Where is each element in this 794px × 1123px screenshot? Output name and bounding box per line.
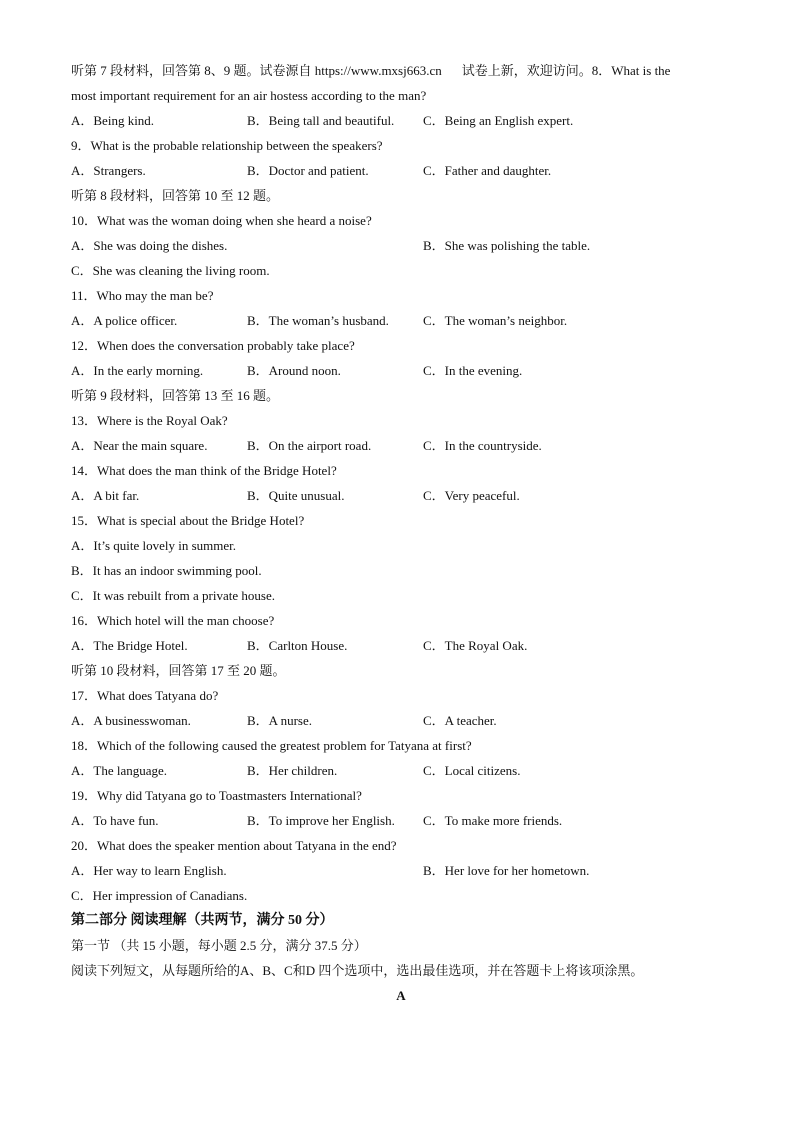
line-text: 13．Where is the Royal Oak?: [71, 413, 228, 428]
line-text: C．Her impression of Canadians.: [71, 888, 248, 903]
option-b: B．On the airport road.: [247, 438, 372, 453]
line-text: 15．What is special about the Bridge Hotel?: [71, 513, 305, 528]
options-row: [71, 858, 731, 883]
text-line: [71, 533, 731, 558]
option-c: C．The Royal Oak.: [423, 638, 528, 653]
option-b: B．A nurse.: [247, 713, 313, 728]
line-text: 17．What does Tatyana do?: [71, 688, 219, 703]
option-c: C．In the evening.: [423, 363, 523, 378]
option-c: C．To make more friends.: [423, 813, 563, 828]
options-row: [71, 433, 731, 458]
text-line: [71, 958, 731, 983]
option-b: B．To improve her English.: [247, 813, 395, 828]
line-text: B．It has an indoor swimming pool.: [71, 563, 262, 578]
line-text: 9．What is the probable relationship between the speakers?: [71, 138, 383, 153]
line-text: 阅读下列短文，从每题所给的A、B、C和D 四个选项中，选出最佳选项，并在答题卡上将该项涂黑。: [71, 963, 644, 978]
option-a: A．To have fun.: [71, 813, 159, 828]
option-b: B．The woman’s husband.: [247, 313, 389, 328]
line-text: C．It was rebuilt from a private house.: [71, 588, 275, 603]
text-line: [71, 683, 731, 708]
line-text: 19．Why did Tatyana go to Toastmasters International?: [71, 788, 362, 803]
option-a: A．Strangers.: [71, 163, 146, 178]
options-row: [71, 233, 731, 258]
text-line: [71, 183, 731, 208]
text-line: [71, 208, 731, 233]
text-line: [71, 333, 731, 358]
line-text: most important requirement for an air hostess according to the man?: [71, 88, 427, 103]
text-line: [71, 58, 731, 83]
option-c: C．In the countryside.: [423, 438, 542, 453]
options-row: [71, 808, 731, 833]
line-text: C．She was cleaning the living room.: [71, 263, 270, 278]
option-a: A．A police officer.: [71, 313, 178, 328]
exam-content: [71, 58, 731, 1008]
line-text: A．It’s quite lovely in summer.: [71, 538, 237, 553]
options-row: [71, 708, 731, 733]
line-text: 12．When does the conversation probably take place?: [71, 338, 355, 353]
option-b: B．She was polishing the table.: [423, 238, 591, 253]
options-row: [71, 158, 731, 183]
line-text: 听第 10 段材料，回答第 17 至 20 题。: [71, 663, 286, 678]
line-text: 14．What does the man think of the Bridge Hotel?: [71, 463, 337, 478]
text-line: [71, 658, 731, 683]
line-text: 11．Who may the man be?: [71, 288, 214, 303]
option-a: A．She was doing the dishes.: [71, 238, 228, 253]
text-line: [71, 133, 731, 158]
options-row: [71, 633, 731, 658]
option-a: A．Being kind.: [71, 113, 155, 128]
options-row: [71, 758, 731, 783]
text-line: [71, 508, 731, 533]
option-b: B．Around noon.: [247, 363, 341, 378]
option-b: B．Quite unusual.: [247, 488, 345, 503]
text-line: [71, 83, 731, 108]
text-line: [71, 733, 731, 758]
option-a: A．A businesswoman.: [71, 713, 191, 728]
line-text: 听第 9 段材料，回答第 13 至 16 题。: [71, 388, 280, 403]
option-a: A．Her way to learn English.: [71, 863, 227, 878]
option-a: A．The Bridge Hotel.: [71, 638, 188, 653]
option-a: A．The language.: [71, 763, 168, 778]
option-a: A．In the early morning.: [71, 363, 204, 378]
text-line: [71, 558, 731, 583]
option-b: B．Her children.: [247, 763, 338, 778]
text-line: [71, 883, 731, 908]
text-line: [71, 258, 731, 283]
option-c: C．A teacher.: [423, 713, 497, 728]
option-c: C．Father and daughter.: [423, 163, 552, 178]
line-tail: 试卷上新，欢迎访问。8．What is the: [461, 63, 671, 78]
text-line: [71, 608, 731, 633]
line-text: 听第 7 段材料，回答第 8、9 题。试卷源自 https://www.mxsj663.cn: [71, 63, 442, 78]
text-line: [71, 458, 731, 483]
option-b: B．Being tall and beautiful.: [247, 113, 395, 128]
line-text: 第二部分 阅读理解（共两节，满分 50 分）: [71, 913, 334, 928]
line-text: A: [396, 988, 406, 1003]
line-text: 10．What was the woman doing when she heard a noise?: [71, 213, 372, 228]
line-text: 听第 8 段材料，回答第 10 至 12 题。: [71, 188, 280, 203]
line-text: 16．Which hotel will the man choose?: [71, 613, 275, 628]
text-line: [71, 583, 731, 608]
option-b: B．Carlton House.: [247, 638, 348, 653]
text-line: [71, 408, 731, 433]
text-line: [71, 783, 731, 808]
text-line: [71, 283, 731, 308]
options-row: [71, 358, 731, 383]
line-text: 18．Which of the following caused the greatest problem for Tatyana at first?: [71, 738, 472, 753]
option-c: C．Being an English expert.: [423, 113, 574, 128]
option-c: C．Local citizens.: [423, 763, 521, 778]
option-a: A．A bit far.: [71, 488, 140, 503]
option-a: A．Near the main square.: [71, 438, 208, 453]
text-line: [71, 833, 731, 858]
options-row: [71, 308, 731, 333]
options-row: [71, 108, 731, 133]
option-c: C．The woman’s neighbor.: [423, 313, 568, 328]
option-b: B．Doctor and patient.: [247, 163, 369, 178]
passage-label: [71, 983, 731, 1008]
line-text: 20．What does the speaker mention about Tatyana in the end?: [71, 838, 397, 853]
text-line: [71, 933, 731, 958]
option-b: B．Her love for her hometown.: [423, 863, 590, 878]
line-text: 第一节 （共 15 小题，每小题 2.5 分，满分 37.5 分）: [71, 938, 367, 953]
section-heading: [71, 908, 731, 933]
text-line: [71, 383, 731, 408]
option-c: C．Very peaceful.: [423, 488, 520, 503]
options-row: [71, 483, 731, 508]
